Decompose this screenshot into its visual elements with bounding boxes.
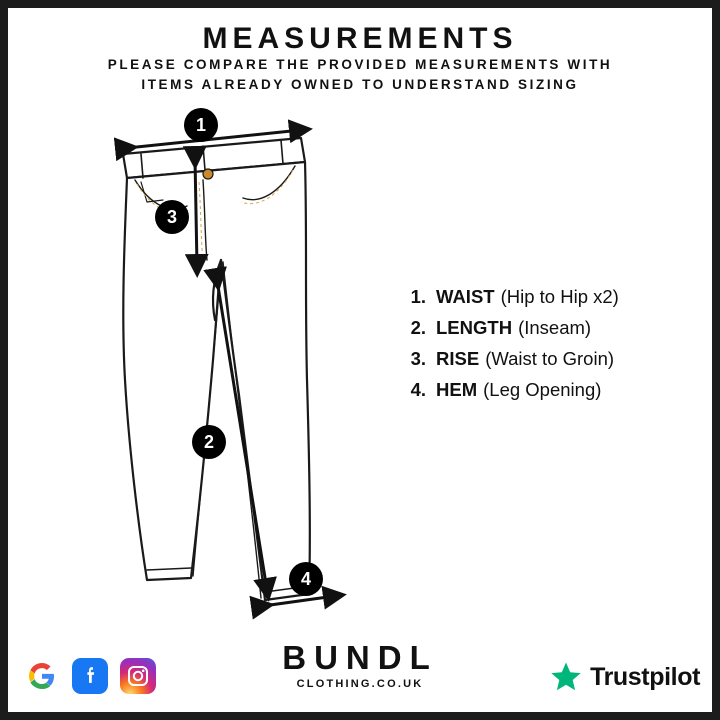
legend-number-2: 2. bbox=[410, 317, 426, 338]
brand-logo bbox=[240, 640, 480, 690]
legend-key-4: HEM bbox=[436, 379, 478, 400]
legend-desc-4: (Leg Opening) bbox=[483, 379, 602, 400]
measurement-legend bbox=[400, 286, 690, 410]
legend-item-waist bbox=[400, 286, 690, 308]
frame-border-bottom bbox=[0, 712, 720, 720]
page-subtitle-line-2: ITEMS ALREADY OWNED TO UNDERSTAND SIZING bbox=[141, 77, 579, 92]
google-icon[interactable] bbox=[24, 658, 60, 694]
brand-domain: CLOTHING.CO.UK bbox=[296, 678, 424, 690]
social-links bbox=[24, 658, 156, 694]
legend-key-3: RISE bbox=[436, 348, 480, 369]
badge-hem: 4 bbox=[289, 562, 323, 596]
trustpilot-star-icon bbox=[549, 660, 583, 694]
measurement-arrows-svg bbox=[95, 110, 385, 630]
legend-item-rise bbox=[400, 348, 690, 370]
frame-border-right bbox=[712, 0, 720, 720]
page-subtitle bbox=[60, 55, 660, 95]
legend-number-1: 1. bbox=[410, 286, 426, 307]
trustpilot-label: Trustpilot bbox=[590, 662, 700, 691]
trustpilot-badge[interactable] bbox=[549, 660, 700, 694]
brand-name: BUNDL bbox=[282, 639, 438, 676]
legend-item-length bbox=[400, 317, 690, 339]
legend-key-2: LENGTH bbox=[436, 317, 513, 338]
badge-rise: 3 bbox=[155, 200, 189, 234]
page-title: MEASUREMENTS bbox=[202, 22, 518, 55]
legend-desc-1: (Hip to Hip x2) bbox=[500, 286, 619, 307]
instagram-icon[interactable] bbox=[120, 658, 156, 694]
page-subtitle-line-1: PLEASE COMPARE THE PROVIDED MEASUREMENTS WITH bbox=[107, 57, 613, 72]
badge-length: 2 bbox=[192, 425, 226, 459]
facebook-icon[interactable] bbox=[72, 658, 108, 694]
frame-border-left bbox=[0, 0, 8, 720]
frame-border-top bbox=[0, 0, 720, 8]
legend-desc-3: (Waist to Groin) bbox=[485, 348, 615, 369]
legend-item-hem bbox=[400, 379, 690, 401]
legend-number-3: 3. bbox=[410, 348, 426, 369]
badge-waist: 1 bbox=[184, 108, 218, 142]
jeans-diagram bbox=[95, 110, 385, 630]
legend-number-4: 4. bbox=[410, 379, 426, 400]
legend-key-1: WAIST bbox=[436, 286, 495, 307]
legend-desc-2: (Inseam) bbox=[518, 317, 592, 338]
